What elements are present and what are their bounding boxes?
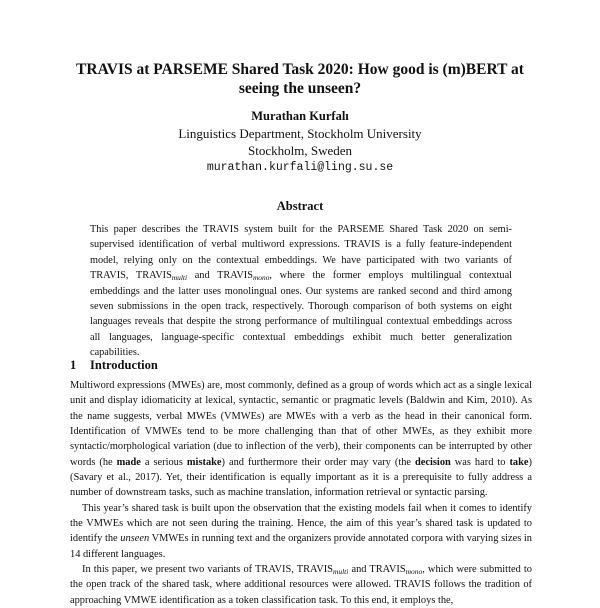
intro-paragraph-3 bbox=[70, 562, 532, 608]
intro-paragraph-2 bbox=[70, 501, 532, 562]
section-number: 1 bbox=[70, 358, 77, 372]
section-heading-introduction bbox=[70, 358, 158, 373]
abstract-heading: Abstract bbox=[276, 199, 324, 213]
example-word-decision: decision bbox=[415, 456, 451, 468]
example-word-mistake: mistake bbox=[186, 456, 222, 468]
intro-p1-text-d: was hard to bbox=[450, 456, 510, 468]
intro-p3-text-c: , which were submitted to the open track of the shared task, where additional resources were allowed. TRAVIS follows the tradition of approaching VMWE identification as a token classification task. To this end, it employs the, bbox=[70, 564, 532, 606]
abstract-text-1: This paper describes the TRAVIS system built for the PARSEME Shared Task 2020 on semi-supervised identification of verbal multiword expressions. TRAVIS is a fully feature-independent model, relying only on the contextual embeddings. We have participated with two variants of TRAVIS, TRAVIS bbox=[90, 224, 512, 282]
intro-p1-text-b: a serious bbox=[140, 456, 187, 468]
intro-p1-text-c: ) and furthermore their order may vary (the bbox=[221, 456, 415, 468]
author-name: Murathan Kurfalı bbox=[251, 109, 349, 123]
example-word-made: made bbox=[116, 456, 141, 468]
intro-p2-text-a: This year’s shared task is built upon the observation that the existing models fail when it comes to identify the VMWEs which are not seen during the training. Hence, the aim of this year’s shared task is updated to identify the bbox=[70, 502, 532, 545]
intro-subscript-multi: multi bbox=[332, 566, 349, 576]
abstract-body bbox=[90, 222, 512, 361]
author-email[interactable]: murathan.kurfali@ling.su.se bbox=[206, 161, 394, 174]
intro-p3-text-b: and TRAVIS bbox=[348, 564, 406, 576]
abstract-text-2: and TRAVIS bbox=[187, 270, 253, 282]
abstract-text-3: , where the former employs multilingual contextual embeddings and the latter uses monolingual ones. Our systems are ranked second and third among seven submissions in the open track, respectively. Thorough comparison of both systems on eight languages reveals that despite the strong performance of multilingual contextual embeddings across all languages, language-specific contextual embeddings exhibit much better generalization capabilities. bbox=[90, 270, 512, 359]
intro-paragraph-1 bbox=[70, 378, 532, 501]
section-title: Introduction bbox=[90, 358, 158, 372]
example-word-take: take bbox=[509, 456, 529, 468]
author-department: Linguistics Department, Stockholm University bbox=[178, 126, 422, 141]
author-block bbox=[100, 108, 500, 176]
intro-p3-text-a: In this paper, we present two variants of TRAVIS, TRAVIS bbox=[82, 564, 333, 576]
intro-subscript-mono: mono bbox=[405, 566, 423, 576]
abstract-subscript-mono: mono bbox=[252, 273, 270, 283]
author-location: Stockholm, Sweden bbox=[248, 143, 352, 158]
paper-title: TRAVIS at PARSEME Shared Task 2020: How good is (m)BERT at seeing the unseen? bbox=[76, 61, 524, 97]
intro-p2-text-b: VMWEs in running text and the organizers provide annotated corpora with varying sizes in 14 different languages. bbox=[70, 533, 532, 560]
intro-p1-text-a: Multiword expressions (MWEs) are, most commonly, defined as a group of words which act as a single lexical unit and display idiomaticity at lexical, syntactic, semantic or pragmatic levels (Baldwin and Kim, 2010). As the name suggests, verbal MWEs (VMWEs) are MWEs with a verb as the head in their canonical form. Identification of VMWEs tend to be more challenging than that of other MWEs, as they exhibit more syntactic/morphological variation (due to inflection of the verb), their components can be interrupted by other words (he bbox=[70, 380, 532, 468]
emphasis-unseen: unseen bbox=[120, 533, 150, 545]
abstract-subscript-multi: multi bbox=[171, 273, 188, 283]
intro-p1-text-e: ) (Savary et al., 2017). Yet, their identification is equally important as it is a prerequisite to fully address a number of downstream tasks, such as machine translation, information retrieval or syntactic parsing. bbox=[70, 456, 532, 499]
introduction-body bbox=[70, 378, 532, 608]
